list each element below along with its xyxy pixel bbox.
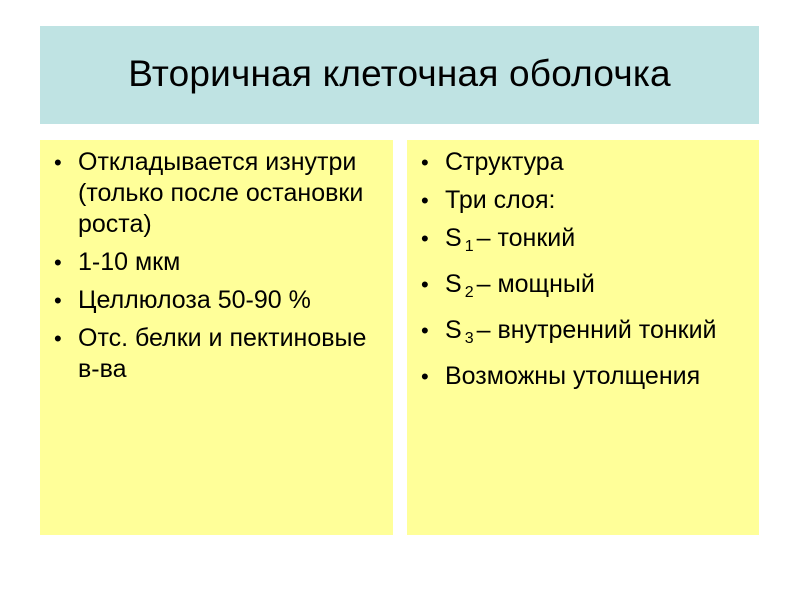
left-bullet-list — [40, 140, 393, 385]
left-panel — [40, 140, 393, 535]
bullet-icon: • — [54, 250, 62, 275]
right-bullet-item — [407, 147, 759, 178]
right-bullet-list — [407, 140, 759, 392]
left-bullet-item — [40, 147, 393, 240]
right-panel — [407, 140, 759, 535]
bullet-text: Структура — [445, 148, 564, 176]
bullet-text: – мощный — [476, 270, 595, 298]
layer-subscript: 3 — [464, 330, 474, 347]
bullet-icon: • — [54, 150, 62, 175]
bullet-text: – внутренний тонкий — [476, 316, 717, 344]
right-bullet-item — [407, 315, 759, 354]
bullet-icon: • — [421, 226, 429, 251]
bullet-text: Откладывается изнутри (только после остановки роста) — [78, 148, 364, 238]
bullet-icon: • — [421, 272, 429, 297]
layer-subscript: 1 — [464, 238, 474, 255]
slide-title: Вторичная клеточная оболочка — [128, 53, 671, 94]
bullet-icon: • — [421, 188, 429, 213]
layer-symbol: S — [445, 224, 462, 252]
bullet-text: Отс. белки и пектиновые в-ва — [78, 324, 367, 383]
bullet-icon: • — [421, 364, 429, 389]
left-bullet-item — [40, 323, 393, 385]
right-bullet-item — [407, 185, 759, 216]
bullet-text: Целлюлоза 50-90 % — [78, 286, 311, 314]
right-bullet-item — [407, 223, 759, 262]
right-bullet-item — [407, 361, 759, 392]
layer-symbol: S — [445, 270, 462, 298]
bullet-text: Возможны утолщения — [445, 362, 701, 390]
layer-symbol: S — [445, 316, 462, 344]
bullet-icon: • — [421, 318, 429, 343]
layer-subscript: 2 — [464, 284, 474, 301]
title-bar — [40, 26, 759, 124]
bullet-text: Три слоя: — [445, 186, 556, 214]
bullet-text: 1-10 мкм — [78, 248, 181, 276]
bullet-icon: • — [54, 288, 62, 313]
left-bullet-item — [40, 285, 393, 316]
bullet-icon: • — [421, 150, 429, 175]
right-bullet-item — [407, 269, 759, 308]
left-bullet-item — [40, 247, 393, 278]
bullet-text: – тонкий — [476, 224, 576, 252]
bullet-icon: • — [54, 326, 62, 351]
